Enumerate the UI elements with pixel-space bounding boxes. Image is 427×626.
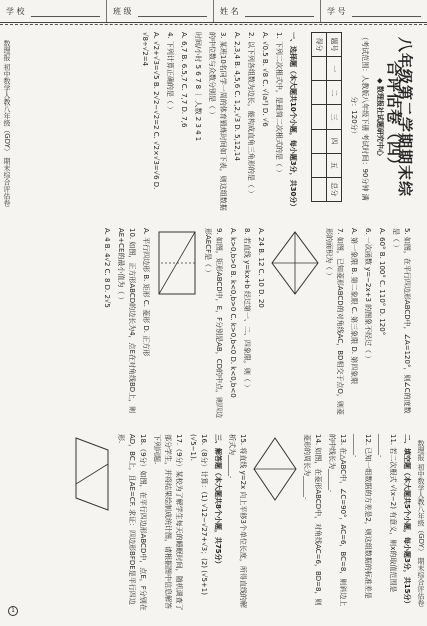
number-label: 学 号 [327,6,346,16]
question-7: 7. 如图，已知菱形ABCD的对角线AC，BD相交于点O，则菱形的面积为（ ） [325,228,344,415]
class-blank[interactable] [138,6,207,17]
score-head: 二 [327,81,342,105]
question-18: 18.（9分）如图，在平行四边形ABCD中，点E，F分别在AD，BC上，且AE=CF. 求证：四边形BFDE是平行四边形. [117,434,147,611]
question-3-table: 时间/小时 5 6 7 8 ｜ 人数 2 3 4 1 [194,32,202,142]
question-10: 10. 如图，正方形ABCD的边长为4，点E在对角线BD上，则AE+CE的最小值为（ ） [117,228,136,414]
score-row-label: 得分 [312,33,327,57]
score-cell[interactable] [312,153,327,177]
score-head: 题号 [327,33,342,57]
column-3 [6,430,416,616]
question-14: 14. 如图，在菱形ABCD中，对角线AC=6，BD=8，则菱形的周长为______. [303,434,322,606]
question-9-options: A. 平行四边形 B. 矩形 C. 菱形 D. 正方形 [142,228,150,357]
page-number: 1 [8,606,18,616]
question-2: 2. 以下列各组数为边长，能构成直角三角形的是（ ） [247,32,255,198]
section2-heading: 二、填空题（本大题共5个小题，每小题3分，共15分） [403,434,411,608]
publisher-notice: ◆ 数理报社试题研究中心 [376,78,384,156]
exam-title: 八年级第二学期期末综合评估卷（四） [385,36,414,197]
score-cell[interactable] [312,177,327,201]
school-label: 学 校 [6,6,25,16]
rhombus-figure-2 [252,434,298,504]
question-5-options: A. 60° B. 100° C. 110° D. 120° [378,228,386,336]
question-8-options: A. k>0,b>0 B. k<0,b>0 C. k>0,b<0 D. k<0,b<0 [229,228,237,398]
question-1: 1. 下列二次根式中，是最简二次根式的是（ ） [275,32,283,177]
question-15: 15. 将直线 y=2x 向上平移3个单位长度，所得直线的解析式为______. [228,434,247,608]
class-label: 班 级 [113,6,132,16]
title-block [311,32,414,202]
question-6-options: A. 第一象限 B. 第二象限 C. 第三象限 D. 第四象限 [350,228,358,385]
question-1-options: A. √0.5 B. √8 C. √(a²) D. √6 [261,32,269,127]
section1-part1 [136,32,298,214]
column-1 [6,28,416,218]
score-header-row [327,33,342,202]
parallelogram-figure [72,434,112,514]
section1-heading: 一、选择题（本大题共10个小题，每小题3分，共30分） [289,32,297,211]
question-3-options: A. 6,7 B. 6.5,7 C. 7,7 D. 7,6 [180,32,188,128]
school-field [0,0,107,22]
score-head: 五 [327,153,342,177]
school-blank[interactable] [31,6,100,17]
score-cell[interactable] [312,57,327,81]
question-9: 9. 如图，矩形ABCD中，E，F分别是AB，CD的中点，则四边形AECF是（ ） [204,228,223,418]
question-6: 6. 一次函数 y=−2x+3 的图象不经过（ ） [364,228,372,363]
score-head: 三 [327,105,342,129]
question-16: 16.（8分）计算：(1) √12−√27+√3；(2) (√5+1)(√5−1). [189,434,208,595]
score-head: 四 [327,129,342,153]
question-17: 17.（9分）某校为了解学生每天的睡眠时间，随机调查了部分学生，并将结果绘制成统计图，请根据图中信息解答下列问题. [153,434,183,611]
score-cell[interactable] [312,129,327,153]
question-11: 11. 若二次根式 √(x−2) 有意义，则x的取值范围是______. [378,434,397,593]
name-label: 姓 名 [220,6,239,16]
number-field [321,0,427,22]
name-field [214,0,321,22]
section2-3 [64,430,416,616]
score-table [311,32,342,202]
section1-part2 [94,224,416,424]
score-value-row [312,33,327,202]
number-blank[interactable] [352,6,421,17]
rhombus-figure [270,228,320,298]
question-7-options: A. 24 B. 12 C. 10 D. 20 [257,228,265,308]
exam-scope: （考试范围：人教版八年级下册 考试时间：90分钟 满分：120分） [350,33,369,201]
student-info-bar [0,0,427,23]
section3-heading: 三、解答题（本大题共8个小题，共75分） [214,434,222,568]
question-5: 5. 如图，在平行四边形ABCD中，∠A=120°，则∠C的度数是（ ） [392,228,411,414]
score-head: 总分 [327,177,342,201]
score-head: 一 [327,57,342,81]
question-4: 4. 下列计算正确的是（ ） [166,32,174,114]
question-13: 13. 在△ABC中，∠C=90°，AC=6，BC=8，则斜边上的中线长为______. [328,434,347,607]
score-cell[interactable] [312,105,327,129]
exam-sheet [6,28,416,618]
name-blank[interactable] [245,6,314,17]
rectangle-figure [155,228,199,298]
question-10-options: A. 4 B. 4√2 C. 8 D. 2√5 [103,228,111,308]
left-side-tag: 数理报 初中数学人教八年级（GDY） 期末综合评估卷 [3,40,11,207]
column-2 [6,224,416,424]
cut-line [0,24,427,25]
question-8: 8. 若直线 y=kx+b 经过第一、二、四象限，则（ ） [243,228,251,392]
right-side-tag: 数理报 初中数学人教八年级（GDY） 期末综合评估卷 [417,440,425,607]
score-cell[interactable] [312,81,327,105]
question-4-options: A. √2+√3=√5 B. 2√2−√2=2 C. √2×√3=√6 D. √8÷√2=4 [141,32,160,190]
question-12: 12. 已知一组数据的方差是2，则这组数据的标准差是______. [353,434,372,599]
question-3: 3. 某班10名同学一周的体育锻炼时间如下表，则这组数据的中位数与众数分别是（ ） [208,32,227,211]
class-field [107,0,214,22]
question-2-options: A. 2,3,4 B. 4,5,6 C. 1,2,√3 D. 5,12,14 [233,32,241,161]
